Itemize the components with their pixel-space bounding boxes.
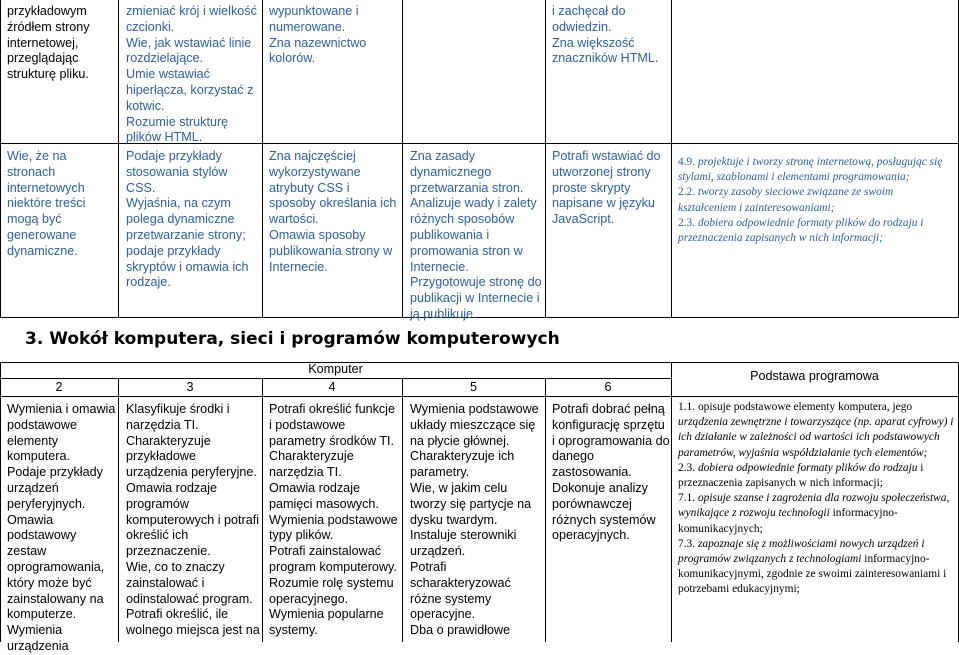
top-r2-c1 xyxy=(7,149,117,260)
text-line: Wie, że na stronach internetowych niektóre treści mogą być generowane dynamiczne. xyxy=(7,149,86,258)
bottom-c6 xyxy=(678,400,954,642)
bottom-vline-4 xyxy=(545,378,546,642)
standard-item xyxy=(678,491,954,537)
bottom-vline-1 xyxy=(118,378,119,642)
text-line: Wie, w jakim celu tworzy się partycje na dysku twardym. xyxy=(410,480,532,527)
standard-num: 2.2. xyxy=(678,186,696,199)
text-line: Potrafi określić, ile wolnego miejsca jest na xyxy=(126,607,260,638)
text-line: Dba o prawidłowe xyxy=(410,623,511,638)
text-line: Omawia podstawowy zestaw oprogramowania, który może być zainstalowany na komputerze. xyxy=(7,512,105,622)
standard-text-italic: urządzenia zewnętrzne i towarzyszące (np. aparat cyfrowy) i ich działanie w zależności od wartości ich podstawowych parametrów, wyjaśnia współdziałanie tych elementów; xyxy=(678,416,954,459)
standard-item xyxy=(678,216,954,246)
top-table-vline-3 xyxy=(402,0,403,318)
standard-num: 2.3. xyxy=(678,461,696,474)
standard-text: tworzy zasoby sieciowe związane ze swoim kształceniem i zainteresowaniami; xyxy=(678,186,894,214)
top-r1-c5 xyxy=(552,4,668,67)
text-line: Wymienia i omawia podstawowe elementy komputera. xyxy=(7,402,116,464)
top-table-left-border xyxy=(0,0,1,318)
top-r2-c5 xyxy=(552,149,668,228)
text-line: Instaluje sterowniki urządzeń. xyxy=(410,528,517,559)
standard-num: 4.9. xyxy=(678,156,696,168)
text-line: Klasyfikuje środki i narzędzia TI. xyxy=(126,402,230,432)
standard-num: 2.3. xyxy=(678,216,696,229)
bottom-c3 xyxy=(269,402,401,642)
text-line: Rozumie rolę systemu operacyjnego. xyxy=(269,575,394,606)
top-table-vline-5 xyxy=(671,0,672,318)
podstawa-programowa-header: Podstawa programowa xyxy=(750,369,879,383)
col-number-2: 2 xyxy=(55,380,63,394)
text-line: Omawia rodzaje programów komputerowych i potrafi określić ich przeznaczenie. xyxy=(126,480,259,559)
text-line: Dokonuje analizy porównawczej różnych systemów operacyjnych. xyxy=(552,480,656,543)
standard-text: dobiera odpowiednie formaty plików do rodzaju i przeznaczenia zapisanych w nich informacji; xyxy=(678,216,924,245)
text-line: Umie wstawiać hiperłącza, korzystać z kotwic. xyxy=(126,67,254,113)
col-number-6: 6 xyxy=(604,380,612,394)
standard-item xyxy=(678,461,954,491)
text-line: Potrafi zainstalować program komputerowy. xyxy=(269,544,397,574)
text-line: wypunktowane i numerowane. xyxy=(269,4,359,34)
text-line: Potrafi dobrać pełną konfigurację sprzętu i oprogramowania do danego zastosowania. xyxy=(552,402,670,480)
top-r1-c3 xyxy=(269,4,399,67)
text-line: Potrafi scharakteryzować różne systemy operacyjne. xyxy=(410,559,511,622)
top-table-vline-1 xyxy=(118,0,119,318)
text-line: Potrafi określić funkcje i podstawowe parametry środków TI. xyxy=(269,402,395,448)
standard-num: 7.1. xyxy=(678,492,696,505)
text-line: Charakteryzuje przykładowe urządzenia peryferyjne. xyxy=(126,433,257,480)
top-r2-c2 xyxy=(126,149,260,291)
bottom-c2 xyxy=(126,402,260,642)
text-line: Charakteryzuje ich parametry. xyxy=(410,449,515,480)
text-line: Podaje przykłady urządzeń peryferyjnych. xyxy=(7,465,103,511)
text-line: zmieniać krój i wielkość czcionki. xyxy=(126,4,257,34)
text-line: Zna większość znaczników HTML. xyxy=(552,35,659,66)
podstawa-divider xyxy=(671,362,672,642)
text-line: Omawia sposoby publikowania strony w Internecie. xyxy=(269,227,393,274)
header-bottom-divider xyxy=(0,396,959,397)
top-r2-c3 xyxy=(269,149,399,275)
bottom-table-left-border xyxy=(0,362,1,642)
text-line: Potrafi wstawiać do utworzonej strony proste skrypty napisane w języku JavaScript. xyxy=(552,149,661,227)
text-line: Wymienia popularne systemy. xyxy=(269,607,384,638)
bottom-c5 xyxy=(552,402,670,642)
top-r1-c1 xyxy=(7,4,117,83)
top-r2-c4 xyxy=(410,149,544,323)
standard-text-italic: opisuje szanse i zagrożenia dla rozwoju społeczeństwa, wynikające z rozwoju technologii xyxy=(678,492,950,520)
col-number-4: 4 xyxy=(328,380,336,394)
text-line: przykładowym źródłem strony internetowej, przeglądając strukturę pliku. xyxy=(7,4,90,82)
text-line: Podaje przykłady stosowania stylów CSS. xyxy=(126,149,228,195)
standard-item xyxy=(678,537,954,598)
text-line: Wymienia urządzenia xyxy=(7,623,69,653)
bottom-vline-3 xyxy=(402,378,403,642)
col-number-3: 3 xyxy=(186,380,194,394)
text-line: Wymienia podstawowe układy mieszczące się na płycie głównej. xyxy=(410,402,539,448)
text-line: Charakteryzuje narzędzia TI. xyxy=(269,449,354,480)
standard-text: projektuje i tworzy stronę internetową, posługując się stylami, szablonami i elementami programowania; xyxy=(678,156,943,184)
standard-item xyxy=(678,400,954,461)
section-heading: 3. Wokół komputera, sieci i programów komputerowych xyxy=(25,329,560,349)
text-line: Zna zasady dynamicznego przetwarzania stron. xyxy=(410,149,524,195)
standard-item xyxy=(678,155,954,185)
text-line: Wie, co to znaczy zainstalować i odinstalować program. xyxy=(126,559,253,606)
standard-text-plain: informacyjno-komunikacyjnych; xyxy=(678,507,898,535)
group-header-divider xyxy=(0,378,671,379)
top-table-vline-2 xyxy=(262,0,263,318)
text-line: Przygotowuje stronę do publikacji w Internecie i ją publikuje. xyxy=(410,275,542,321)
text-line: Analizuje wady i zalety różnych sposobów publikowania i promowania stron w Internecie. xyxy=(410,196,537,274)
standard-num: 1.1. xyxy=(678,401,696,413)
group-header-komputer: Komputer xyxy=(308,362,363,376)
bottom-vline-2 xyxy=(262,378,263,642)
standard-text-italic: zapoznaje się z możliwościami nowych urządzeń i programów związanych z technologiami xyxy=(678,537,925,566)
standard-num: 7.3. xyxy=(678,537,696,550)
top-table-vline-4 xyxy=(545,0,546,318)
standard-item xyxy=(678,185,954,215)
bottom-c1 xyxy=(7,402,117,653)
bottom-c4 xyxy=(410,402,544,642)
top-r2-c6 xyxy=(678,155,954,246)
text-line: Zna najczęściej wykorzystywane atrybuty CSS i sposoby określania ich wartości. xyxy=(269,149,397,227)
text-line: Wie, jak wstawiać linie rozdzielające. xyxy=(126,35,252,66)
standard-text-plain: opisuje podstawowe elementy komputera, jego xyxy=(697,401,913,413)
top-r1-c2 xyxy=(126,4,260,146)
standard-text-plain: i przeznaczenia zapisanych w nich informacji; xyxy=(678,461,924,490)
text-line: Rozumie strukturę plików HTML. xyxy=(126,114,229,145)
text-line: Wymienia podstawowe typy plików. xyxy=(269,512,398,543)
col-number-5: 5 xyxy=(469,380,477,394)
text-line: Wyjaśnia, na czym polega dynamiczne przetwarzanie strony; podaje przykłady skryptów i omawia ich rodzaje. xyxy=(126,196,249,290)
text-line: Omawia rodzaje pamięci masowych. xyxy=(269,480,379,511)
text-line: Zna nazewnictwo kolorów. xyxy=(269,35,367,66)
standard-text-plain: informacyjno-komunikacyjnymi, zgodnie ze swoimi zainteresowaniami i potrzebami edukacyjnymi; xyxy=(678,553,947,596)
text-line: i zachęcał do odwiedzin. xyxy=(552,4,626,34)
standard-text-italic: dobiera odpowiednie formaty plików do rodzaju xyxy=(697,461,918,474)
